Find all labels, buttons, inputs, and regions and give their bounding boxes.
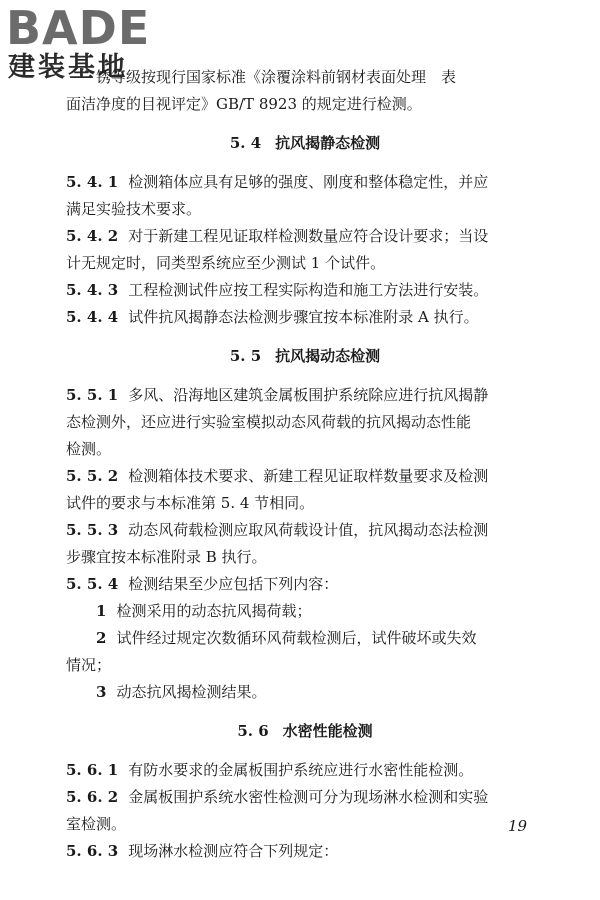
section-title: 抗风揭动态检测	[275, 347, 381, 365]
clause-number: 5. 4. 1	[66, 173, 119, 191]
clause-number: 5. 5. 3	[66, 521, 119, 539]
clause-text: 检测箱体技术要求、新建工程见证取样数量要求及检测	[128, 467, 489, 485]
list-item-2-cont: 情况；	[66, 656, 112, 674]
clause-number: 5. 6. 2	[66, 788, 119, 806]
section-number: 5. 6	[237, 722, 269, 740]
section-number: 5. 5	[229, 347, 262, 365]
list-item-number: 1	[96, 602, 107, 620]
clause-number: 5. 6. 3	[66, 842, 119, 860]
clause-5-5-3-cont: 步骤宜按本标准附录 B 执行。	[66, 548, 267, 566]
section-heading-5-4	[66, 130, 544, 157]
list-item-text: 动态抗风揭检测结果。	[116, 683, 267, 701]
clause-5-4-1-cont: 满足实验技术要求。	[66, 200, 202, 218]
section-title: 抗风揭静态检测	[275, 134, 381, 152]
list-item-1	[66, 598, 544, 625]
list-item-2	[66, 625, 544, 652]
clause-5-5-1-cont-2: 检测。	[66, 440, 112, 458]
clause-number: 5. 5. 2	[66, 467, 119, 485]
section-number: 5. 4	[229, 134, 262, 152]
clause-5-5-2	[66, 463, 544, 490]
clause-5-4-1	[66, 169, 544, 196]
clause-5-5-2-cont: 试件的要求与本标准第 5. 4 节相同。	[66, 494, 315, 512]
list-item-number: 3	[96, 683, 107, 701]
clause-text: 对于新建工程见证取样检测数量应符合设计要求；当设	[128, 227, 489, 245]
clause-text: 工程检测试件应按工程实际构造和施工方法进行安装。	[128, 281, 489, 299]
clause-5-5-1-cont: 态检测外，还应进行实验室模拟动态风荷载的抗风揭动态性能	[66, 413, 472, 431]
clause-5-6-1	[66, 757, 544, 784]
clause-5-5-4	[66, 571, 544, 598]
clause-text: 有防水要求的金属板围护系统应进行水密性能检测。	[128, 761, 474, 779]
clause-5-6-2	[66, 784, 544, 811]
clause-5-5-3	[66, 517, 544, 544]
clause-5-4-2-cont: 计无规定时，同类型系统应至少测试 1 个试件。	[66, 254, 386, 272]
clause-5-4-2	[66, 223, 544, 250]
section-title: 水密性能检测	[282, 722, 373, 740]
clause-5-6-2-cont: 室检测。	[66, 815, 127, 833]
clause-number: 5. 4. 4	[66, 308, 119, 326]
clause-text: 多风、沿海地区建筑金属板围护系统除应进行抗风揭静	[128, 386, 489, 404]
clause-5-5-1	[66, 382, 544, 409]
logo-subtitle: 建装基地	[8, 52, 128, 83]
section-heading-5-5	[66, 343, 544, 370]
clause-5-6-3	[66, 838, 544, 865]
clause-5-4-4	[66, 304, 544, 331]
page-number: 19	[508, 817, 528, 835]
list-item-text: 试件经过规定次数循环风荷载检测后，试件破坏或失效	[116, 629, 477, 647]
clause-number: 5. 4. 3	[66, 281, 119, 299]
list-item-number: 2	[96, 629, 107, 647]
clause-number: 5. 4. 2	[66, 227, 119, 245]
clause-text: 检测箱体应具有足够的强度、刚度和整体稳定性，并应	[128, 173, 489, 191]
list-item-3	[66, 679, 544, 706]
intro-line-2: 面洁净度的目视评定》GB/T 8923 的规定进行检测。	[66, 95, 422, 113]
clause-5-4-3	[66, 277, 544, 304]
clause-number: 5. 5. 1	[66, 386, 119, 404]
logo-brand: BADE	[6, 1, 151, 55]
section-heading-5-6	[66, 718, 544, 745]
document-page	[66, 64, 544, 865]
clause-number: 5. 5. 4	[66, 575, 119, 593]
clause-text: 动态风荷载检测应取风荷载设计值，抗风揭动态法检测	[128, 521, 489, 539]
clause-text: 金属板围护系统水密性检测可分为现场淋水检测和实验	[128, 788, 489, 806]
clause-text: 检测结果至少应包括下列内容：	[128, 575, 339, 593]
clause-text: 现场淋水检测应符合下列规定：	[128, 842, 339, 860]
list-item-text: 检测采用的动态抗风揭荷载；	[116, 602, 312, 620]
clause-number: 5. 6. 1	[66, 761, 119, 779]
intro-line-1: 锈等级按现行国家标准《涂覆涂料前钢材表面处理 表	[96, 68, 457, 86]
clause-text: 试件抗风揭静态法检测步骤宜按本标准附录 A 执行。	[128, 308, 479, 326]
